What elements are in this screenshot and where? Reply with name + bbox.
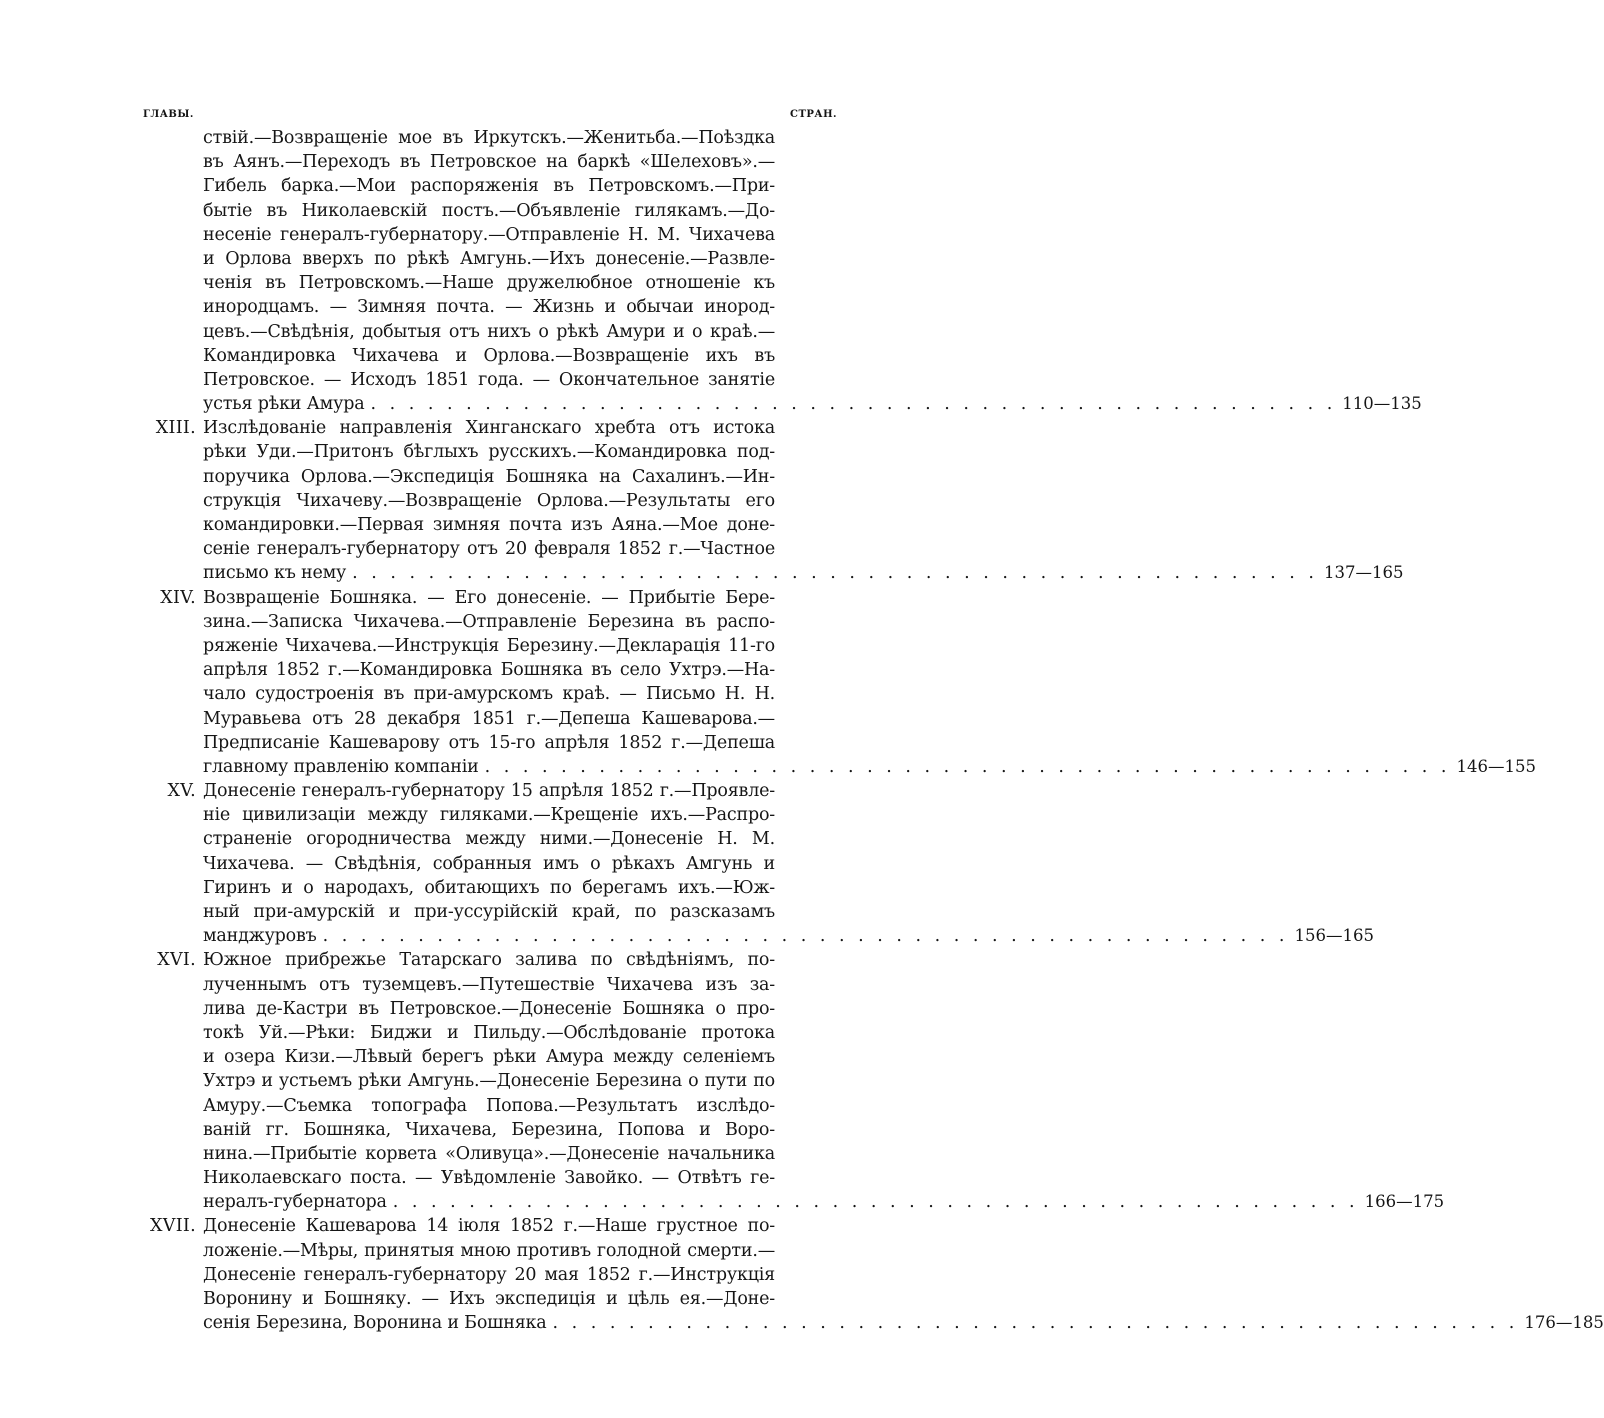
- summary-line: Николаевскаго поста. — Увѣдомленіе Завойко. — Отвѣтъ ге-: [203, 1168, 775, 1189]
- summary-line: струкція Чихачеву.—Возвращеніе Орлова.—Результаты его: [203, 490, 775, 511]
- summary-line: Донесеніе генералъ-губернатору 20 мая 1852 г.—Инструкція: [203, 1264, 775, 1285]
- summary-line: ніе цивилизаціи между гиляками.—Крещеніе ихъ.—Распро-: [203, 805, 775, 826]
- summary-line: ствій.—Возвращеніе мое въ Иркутскъ.—Женитьба.—Поѣздка: [203, 128, 775, 148]
- toc-entry: [0, 948, 1445, 1214]
- summary-last-line: [203, 1311, 1604, 1335]
- dot-leader: . . . . . . . . . . . . . . . . . . . . . . . . . . . . . . . . . . . . . . . . . . . . . . . . . . .: [392, 1192, 1359, 1213]
- summary-line: ложеніе.—Мѣры, принятыя мною противъ голодной смерти.—: [203, 1240, 775, 1261]
- summary-line: инородцамъ. — Зимняя почта. — Жизнь и обычаи инород-: [203, 297, 775, 318]
- summary-line: Чихачева. — Свѣдѣнія, собранныя имъ о рѣкахъ Амгунь и: [203, 853, 775, 874]
- chapter-summary: [203, 126, 1422, 416]
- summary-line: лученнымъ отъ туземцевъ.—Путешествіе Чихачева изъ за-: [203, 974, 775, 995]
- summary-line: бытіе въ Николаевскій постъ.—Объявленіе гилякамъ.—До-: [203, 200, 775, 221]
- summary-line: страненіе огородничества между ними.—Донесеніе Н. М.: [203, 829, 775, 850]
- summary-line: поручика Орлова.—Экспедиція Бошняка на Сахалинъ.—Ин-: [203, 466, 775, 487]
- summary-line: чало судостроенія въ при-амурскомъ краѣ. — Письмо Н. Н.: [203, 684, 775, 705]
- summary-line: Донесеніе генералъ-губернатору 15 апрѣля 1852 г.—Проявле-: [203, 781, 775, 802]
- summary-line-end: нералъ-губернатора: [203, 1192, 387, 1213]
- summary-line: ваній гг. Бошняка, Чихачева, Березина, Попова и Воро-: [203, 1119, 775, 1140]
- chapters-column-header: ГЛАВЫ.: [143, 109, 194, 120]
- toc-entry: [0, 126, 1422, 416]
- page-range: 176—185: [1524, 1313, 1604, 1333]
- summary-line-end: письмо къ нему: [203, 563, 347, 584]
- chapter-number: XIV.: [160, 587, 196, 608]
- summary-line: Гибель барка.—Мои распоряженія въ Петровскомъ.—При-: [203, 176, 775, 197]
- summary-last-line: [203, 755, 1536, 779]
- summary-line: апрѣля 1852 г.—Командировка Бошняка въ село Ухтрэ.—На-: [203, 660, 775, 681]
- summary-line: Гиринъ и о народахъ, обитающихъ по берегамъ ихъ.—Юж-: [203, 877, 775, 898]
- chapter-number: XIII.: [155, 418, 196, 439]
- chapter-summary: [203, 416, 1404, 585]
- page-range: 166—175: [1364, 1192, 1445, 1212]
- summary-line: рѣки Уди.—Притонъ бѣглыхъ русскихъ.—Командировка под-: [203, 442, 775, 463]
- summary-line: Донесеніе Кашеварова 14 іюля 1852 г.—Наше грустное по-: [203, 1216, 775, 1237]
- toc-entry: [0, 416, 1404, 585]
- summary-line-end: сенія Березина, Воронина и Бошняка: [203, 1313, 547, 1334]
- chapter-summary: [203, 586, 1536, 780]
- summary-line-end: манджуровъ: [203, 926, 317, 947]
- summary-last-line: [203, 392, 1422, 416]
- summary-line: несеніе генералъ-губернатору.—Отправленіе Н. М. Чихачева: [203, 224, 775, 245]
- dot-leader: . . . . . . . . . . . . . . . . . . . . . . . . . . . . . . . . . . . . . . . . . . . . . . . . . . .: [552, 1313, 1519, 1334]
- pages-column-header: СТРАН.: [790, 109, 837, 120]
- summary-line: Командировка Чихачева и Орлова.—Возвращеніе ихъ въ: [203, 345, 775, 366]
- summary-line: цевъ.—Свѣдѣнія, добытыя отъ нихъ о рѣкѣ Амури и о краѣ.—: [203, 321, 775, 342]
- chapter-summary: [203, 779, 1374, 948]
- summary-line: и Орлова вверхъ по рѣкѣ Амгунь.—Ихъ донесеніе.—Развле-: [203, 248, 775, 269]
- summary-line: ченія въ Петровскомъ.—Наше дружелюбное отношеніе къ: [203, 273, 775, 294]
- summary-line: Амуру.—Съемка топографа Попова.—Результатъ изслѣдо-: [203, 1095, 775, 1116]
- summary-line: и озера Кизи.—Лѣвый берегъ рѣки Амура между селеніемъ: [203, 1047, 775, 1068]
- summary-line: Предписаніе Кашеварову отъ 15-го апрѣля 1852 г.—Депеша: [203, 732, 775, 753]
- dot-leader: . . . . . . . . . . . . . . . . . . . . . . . . . . . . . . . . . . . . . . . . . . . . . . . . . . .: [484, 756, 1451, 777]
- dot-leader: . . . . . . . . . . . . . . . . . . . . . . . . . . . . . . . . . . . . . . . . . . . . . . . . . . .: [322, 926, 1289, 947]
- summary-line: Воронину и Бошняку. — Ихъ экспедиція и цѣль ея.—Доне-: [203, 1289, 775, 1309]
- summary-line: командировки.—Первая зимняя почта изъ Аяна.—Мое доне-: [203, 515, 775, 535]
- toc-entry: [0, 779, 1374, 948]
- table-of-contents: [0, 126, 1604, 1335]
- toc-entry: [0, 586, 1536, 780]
- summary-line: Петровское. — Исходъ 1851 года. — Окончательное занятіе: [203, 369, 775, 390]
- summary-last-line: [203, 924, 1374, 948]
- summary-line: токѣ Уй.—Рѣки: Биджи и Пильду.—Обслѣдованіе протока: [203, 1022, 775, 1043]
- summary-line: ный при-амурскій и при-уссурійскій край, по разсказамъ: [203, 902, 775, 922]
- summary-last-line: [203, 1190, 1445, 1214]
- chapter-summary: [203, 948, 1445, 1214]
- summary-line-end: главному правленію компаніи: [203, 756, 479, 777]
- chapter-number: XV.: [167, 781, 196, 802]
- summary-line: Ухтрэ и устьемъ рѣки Амгунь.—Донесеніе Березина о пути по: [203, 1071, 775, 1092]
- dot-leader: . . . . . . . . . . . . . . . . . . . . . . . . . . . . . . . . . . . . . . . . . . . . . . . . . . .: [352, 563, 1318, 584]
- summary-line: Муравьева отъ 28 декабря 1851 г.—Депеша Кашеварова.—: [203, 708, 775, 729]
- summary-line: въ Аянъ.—Переходъ въ Петровское на баркѣ «Шелеховъ».—: [203, 152, 775, 173]
- summary-line: нина.—Прибытіе корвета «Оливуца».—Донесеніе начальника: [203, 1143, 775, 1164]
- page-range: 146—155: [1456, 756, 1536, 776]
- summary-line: ряженіе Чихачева.—Инструкція Березину.—Декларація 11-го: [203, 635, 775, 656]
- summary-line: Южное прибрежье Татарскаго залива по свѣдѣніямъ, по-: [203, 950, 775, 971]
- summary-line: сеніе генералъ-губернатору отъ 20 февраля 1852 г.—Частное: [203, 539, 775, 560]
- summary-last-line: [203, 561, 1404, 585]
- page-range: 110—135: [1342, 394, 1422, 414]
- chapter-number: XVI.: [157, 950, 196, 971]
- page-range: 156—165: [1294, 926, 1374, 946]
- dot-leader: . . . . . . . . . . . . . . . . . . . . . . . . . . . . . . . . . . . . . . . . . . . . . . . . . . .: [370, 394, 1337, 415]
- chapter-number: XVII.: [150, 1216, 196, 1237]
- summary-line: Возвращеніе Бошняка. — Его донесеніе. — Прибытіе Бере-: [203, 587, 775, 608]
- summary-line: лива де-Кастри въ Петровское.—Донесеніе Бошняка о про-: [203, 998, 775, 1019]
- summary-line-end: устья рѣки Амура: [203, 394, 365, 415]
- summary-line: зина.—Записка Чихачева.—Отправленіе Березина въ распо-: [203, 611, 775, 632]
- chapter-summary: [203, 1214, 1604, 1335]
- toc-entry: [0, 1214, 1604, 1335]
- summary-line: Изслѣдованіе направленія Хинганскаго хребта отъ истока: [203, 418, 775, 439]
- page-range: 137—165: [1323, 563, 1404, 583]
